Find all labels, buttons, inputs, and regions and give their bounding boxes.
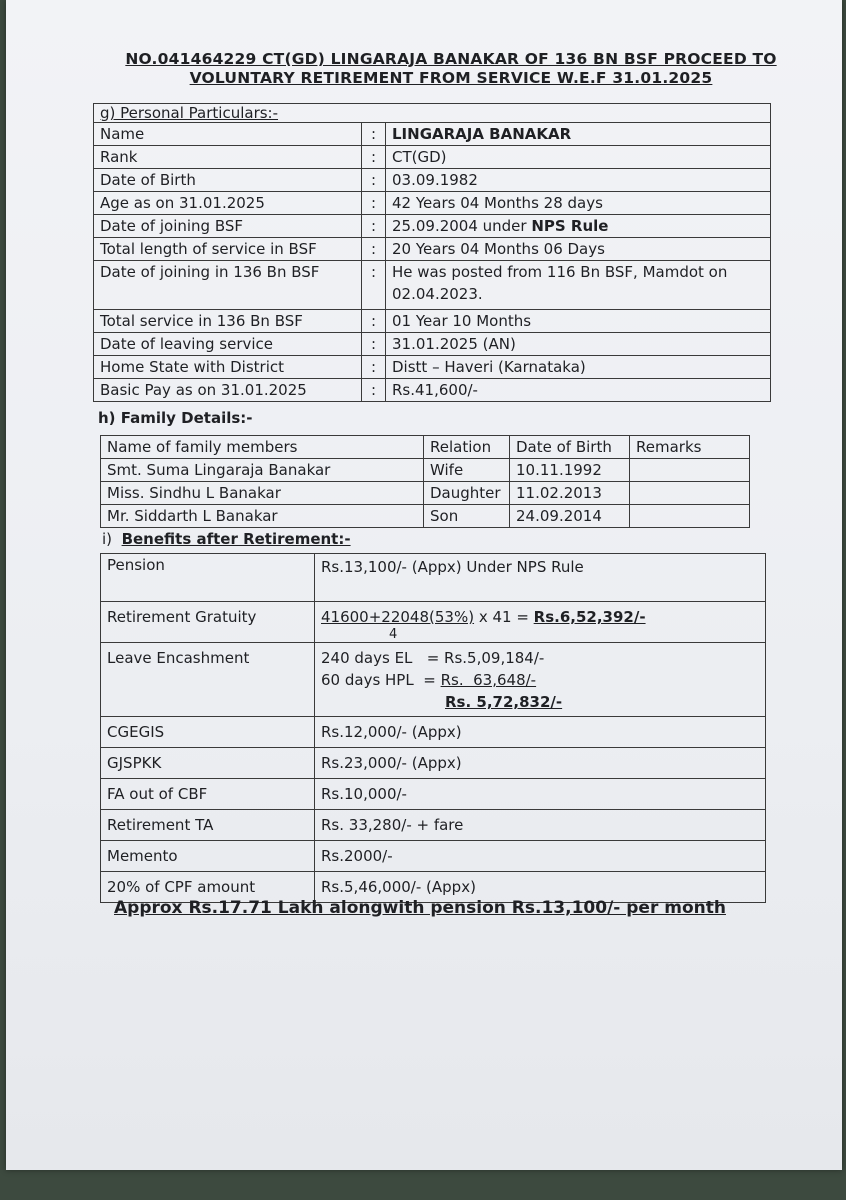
benefits-heading-text: Benefits after Retirement:- (121, 530, 351, 548)
field-label: Date of joining BSF (94, 215, 362, 238)
document-page (6, 0, 842, 1170)
benefit-label: Memento (101, 841, 315, 872)
field-value: 20 Years 04 Months 06 Days (386, 238, 771, 261)
family-cell: 11.02.2013 (510, 482, 630, 505)
field-value: 25.09.2004 under NPS Rule (386, 215, 771, 238)
personal-row (94, 146, 771, 169)
field-label: Total service in 136 Bn BSF (94, 310, 362, 333)
field-colon: : (362, 146, 386, 169)
family-header-remarks: Remarks (630, 436, 750, 459)
personal-heading: g) Personal Particulars:- (94, 104, 771, 123)
family-cell: Miss. Sindhu L Banakar (101, 482, 424, 505)
benefit-row-gratuity (101, 602, 766, 643)
field-label: Date of joining in 136 Bn BSF (94, 261, 362, 310)
family-row (101, 459, 750, 482)
benefit-value: Rs.5,46,000/- (Appx) (315, 872, 766, 903)
benefits-heading: i) Benefits after Retirement:- (102, 530, 351, 548)
field-colon: : (362, 379, 386, 402)
benefit-row (101, 810, 766, 841)
benefit-value: Rs.23,000/- (Appx) (315, 748, 766, 779)
field-value: 31.01.2025 (AN) (386, 333, 771, 356)
benefit-value: Rs. 33,280/- + fare (315, 810, 766, 841)
family-cell: 24.09.2014 (510, 505, 630, 528)
benefit-row (101, 841, 766, 872)
benefit-label: Pension (101, 554, 315, 602)
family-header-relation: Relation (424, 436, 510, 459)
benefit-rows (101, 717, 766, 903)
field-colon: : (362, 333, 386, 356)
family-row (101, 505, 750, 528)
field-colon: : (362, 169, 386, 192)
personal-particulars-table (93, 103, 771, 402)
gratuity-denominator: 4 (389, 627, 398, 642)
benefit-row (101, 779, 766, 810)
benefit-value: Rs.12,000/- (Appx) (315, 717, 766, 748)
field-value: LINGARAJA BANAKAR (386, 123, 771, 146)
benefit-value: Rs.10,000/- (315, 779, 766, 810)
field-value: 03.09.1982 (386, 169, 771, 192)
family-cell: Smt. Suma Lingaraja Banakar (101, 459, 424, 482)
benefit-row-leave (101, 643, 766, 717)
field-value: Distt – Haveri (Karnataka) (386, 356, 771, 379)
family-heading: h) Family Details:- (98, 409, 253, 427)
personal-row (94, 310, 771, 333)
personal-row (94, 123, 771, 146)
field-colon: : (362, 238, 386, 261)
benefit-label: GJSPKK (101, 748, 315, 779)
personal-row (94, 169, 771, 192)
personal-row (94, 356, 771, 379)
benefit-row (101, 748, 766, 779)
personal-row (94, 215, 771, 238)
family-cell: Daughter (424, 482, 510, 505)
benefit-value: 240 days EL = Rs.5,09,184/- 60 days HPL = Rs. 63,648/- Rs. 5,72,832/- (315, 643, 766, 717)
personal-rows (94, 123, 771, 402)
benefit-label: Retirement Gratuity (101, 602, 315, 643)
benefit-label: Leave Encashment (101, 643, 315, 717)
family-cell: Wife (424, 459, 510, 482)
personal-row (94, 192, 771, 215)
personal-row (94, 379, 771, 402)
family-header-name: Name of family members (101, 436, 424, 459)
field-colon: : (362, 123, 386, 146)
field-value: CT(GD) (386, 146, 771, 169)
benefit-label: 20% of CPF amount (101, 872, 315, 903)
benefit-value: Rs.2000/- (315, 841, 766, 872)
title-line-1: NO.041464229 CT(GD) LINGARAJA BANAKAR OF 136 BN BSF PROCEED TO (125, 50, 777, 68)
field-label: Name (94, 123, 362, 146)
family-cell (630, 505, 750, 528)
benefit-label: CGEGIS (101, 717, 315, 748)
leave-total: Rs. 5,72,832/- (445, 693, 563, 711)
personal-row (94, 333, 771, 356)
benefit-value: Rs.13,100/- (Appx) Under NPS Rule (315, 554, 766, 602)
field-value: He was posted from 116 Bn BSF, Mamdot on 02.04.2023. (386, 261, 771, 310)
benefits-table (100, 553, 766, 903)
family-rows (101, 459, 750, 528)
field-label: Home State with District (94, 356, 362, 379)
family-row (101, 482, 750, 505)
field-colon: : (362, 310, 386, 333)
field-label: Age as on 31.01.2025 (94, 192, 362, 215)
family-header-dob: Date of Birth (510, 436, 630, 459)
field-value: 42 Years 04 Months 28 days (386, 192, 771, 215)
family-cell: Mr. Siddarth L Banakar (101, 505, 424, 528)
document-title (96, 50, 806, 88)
field-colon: : (362, 192, 386, 215)
benefit-row-pension (101, 554, 766, 602)
field-label: Rank (94, 146, 362, 169)
family-cell (630, 459, 750, 482)
field-label: Date of Birth (94, 169, 362, 192)
title-line-2: VOLUNTARY RETIREMENT FROM SERVICE W.E.F 31.01.2025 (189, 69, 713, 87)
benefit-row (101, 717, 766, 748)
field-colon: : (362, 261, 386, 310)
field-colon: : (362, 215, 386, 238)
family-cell (630, 482, 750, 505)
field-label: Date of leaving service (94, 333, 362, 356)
benefit-value: 41600+22048(53%) x 41 = Rs.6,52,392/- 4 (315, 602, 766, 643)
family-cell: 10.11.1992 (510, 459, 630, 482)
field-value: Rs.41,600/- (386, 379, 771, 402)
section-heading-row (94, 104, 771, 123)
family-header-row (101, 436, 750, 459)
field-colon: : (362, 356, 386, 379)
field-label: Basic Pay as on 31.01.2025 (94, 379, 362, 402)
family-table (100, 435, 750, 528)
personal-row (94, 261, 771, 310)
summary-total: Approx Rs.17.71 Lakh alongwith pension Rs.13,100/- per month (114, 898, 726, 918)
family-cell: Son (424, 505, 510, 528)
benefit-label: Retirement TA (101, 810, 315, 841)
field-label: Total length of service in BSF (94, 238, 362, 261)
field-value: 01 Year 10 Months (386, 310, 771, 333)
personal-row (94, 238, 771, 261)
benefit-label: FA out of CBF (101, 779, 315, 810)
